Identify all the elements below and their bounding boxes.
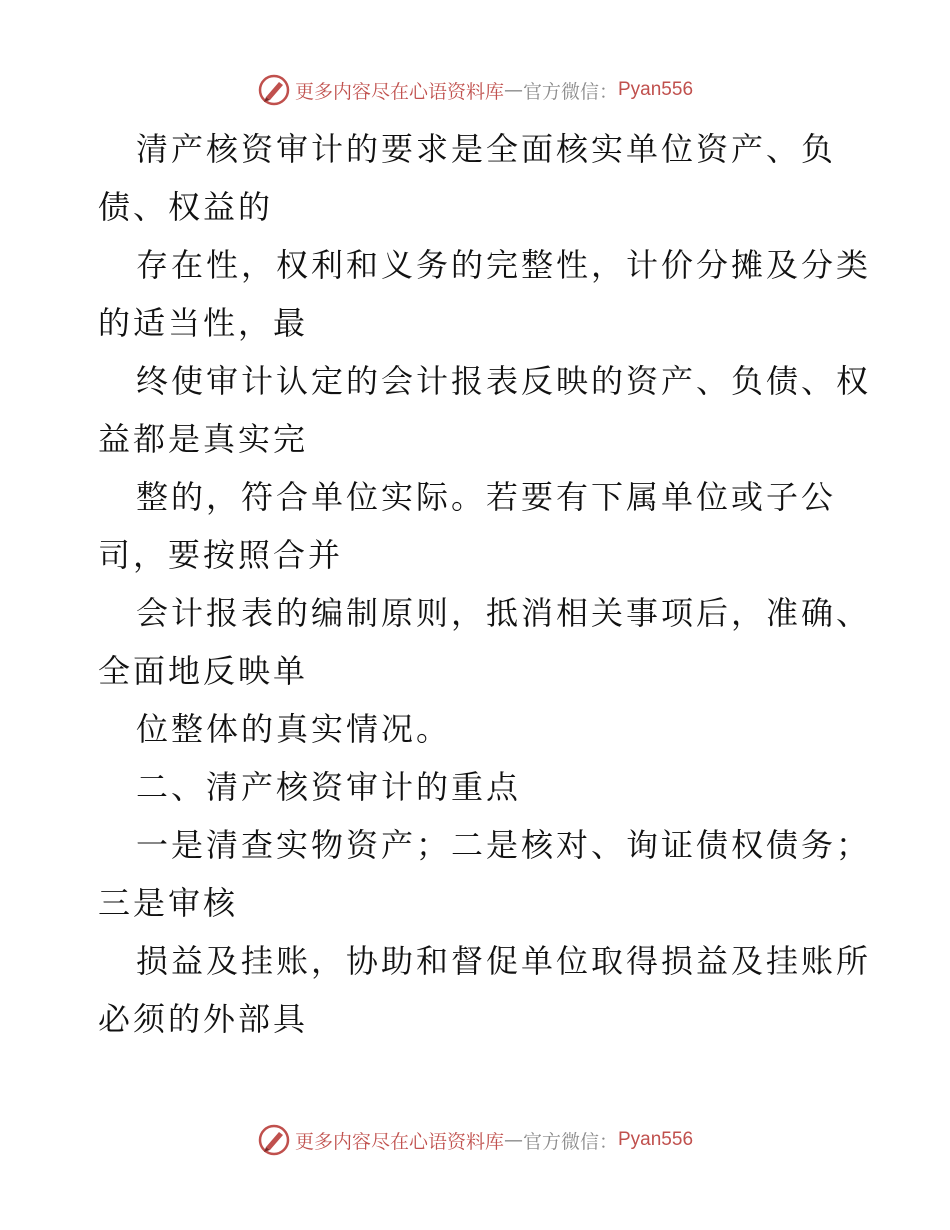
paragraph-line: 位整体的真实情况。 — [136, 710, 452, 748]
banner-site-text: 更多内容尽在心语资料库 — [294, 1130, 504, 1153]
paragraph-line: 存在性，权利和义务的完整性，计价分摊及分类 — [136, 246, 872, 284]
paragraph-line: 债、权益的 — [98, 188, 274, 226]
banner-wechat-label: 官方微信： — [522, 1130, 618, 1153]
banner-wechat-label: 官方微信： — [522, 80, 618, 103]
paragraph-line: 三是审核 — [98, 884, 239, 922]
paragraph-line: 一是清查实物资产；二是核对、询证债权债务； — [136, 826, 872, 864]
pen-logo-icon — [257, 1123, 291, 1157]
banner-site-text: 更多内容尽在心语资料库 — [294, 80, 504, 103]
paragraph-line: 必须的外部具 — [98, 1000, 309, 1038]
paragraph-line: 损益及挂账，协助和督促单位取得损益及挂账所 — [136, 942, 872, 980]
paragraph-6 — [98, 700, 868, 758]
banner-dash: — — [503, 1129, 523, 1151]
paragraph-line: 整的，符合单位实际。若要有下属单位或子公 — [136, 478, 837, 516]
pen-logo-icon — [257, 73, 291, 107]
paragraph-line: 益都是真实完 — [98, 420, 309, 458]
banner-dash: — — [503, 79, 523, 101]
section-heading — [98, 758, 868, 816]
paragraph-1 — [98, 120, 868, 236]
heading-line: 二、清产核资审计的重点 — [136, 768, 522, 806]
paragraph-4 — [98, 468, 868, 584]
paragraph-5 — [98, 584, 872, 700]
document-body — [98, 120, 872, 1048]
paragraph-line: 清产核资审计的要求是全面核实单位资产、负 — [136, 130, 837, 168]
header-banner — [0, 70, 950, 110]
paragraph-3 — [98, 352, 872, 468]
paragraph-9 — [98, 932, 872, 1048]
paragraph-line: 司，要按照合并 — [98, 536, 344, 574]
paragraph-line: 全面地反映单 — [98, 652, 309, 690]
paragraph-8 — [98, 816, 872, 932]
paragraph-line: 终使审计认定的会计报表反映的资产、负债、权 — [136, 362, 872, 400]
banner-wechat-id: Pyan556 — [618, 79, 694, 100]
banner-wechat-id: Pyan556 — [618, 1129, 694, 1150]
paragraph-line: 会计报表的编制原则，抵消相关事项后，准确、 — [136, 594, 872, 632]
paragraph-line: 的适当性，最 — [98, 304, 309, 342]
footer-banner — [0, 1120, 950, 1160]
paragraph-2 — [98, 236, 872, 352]
